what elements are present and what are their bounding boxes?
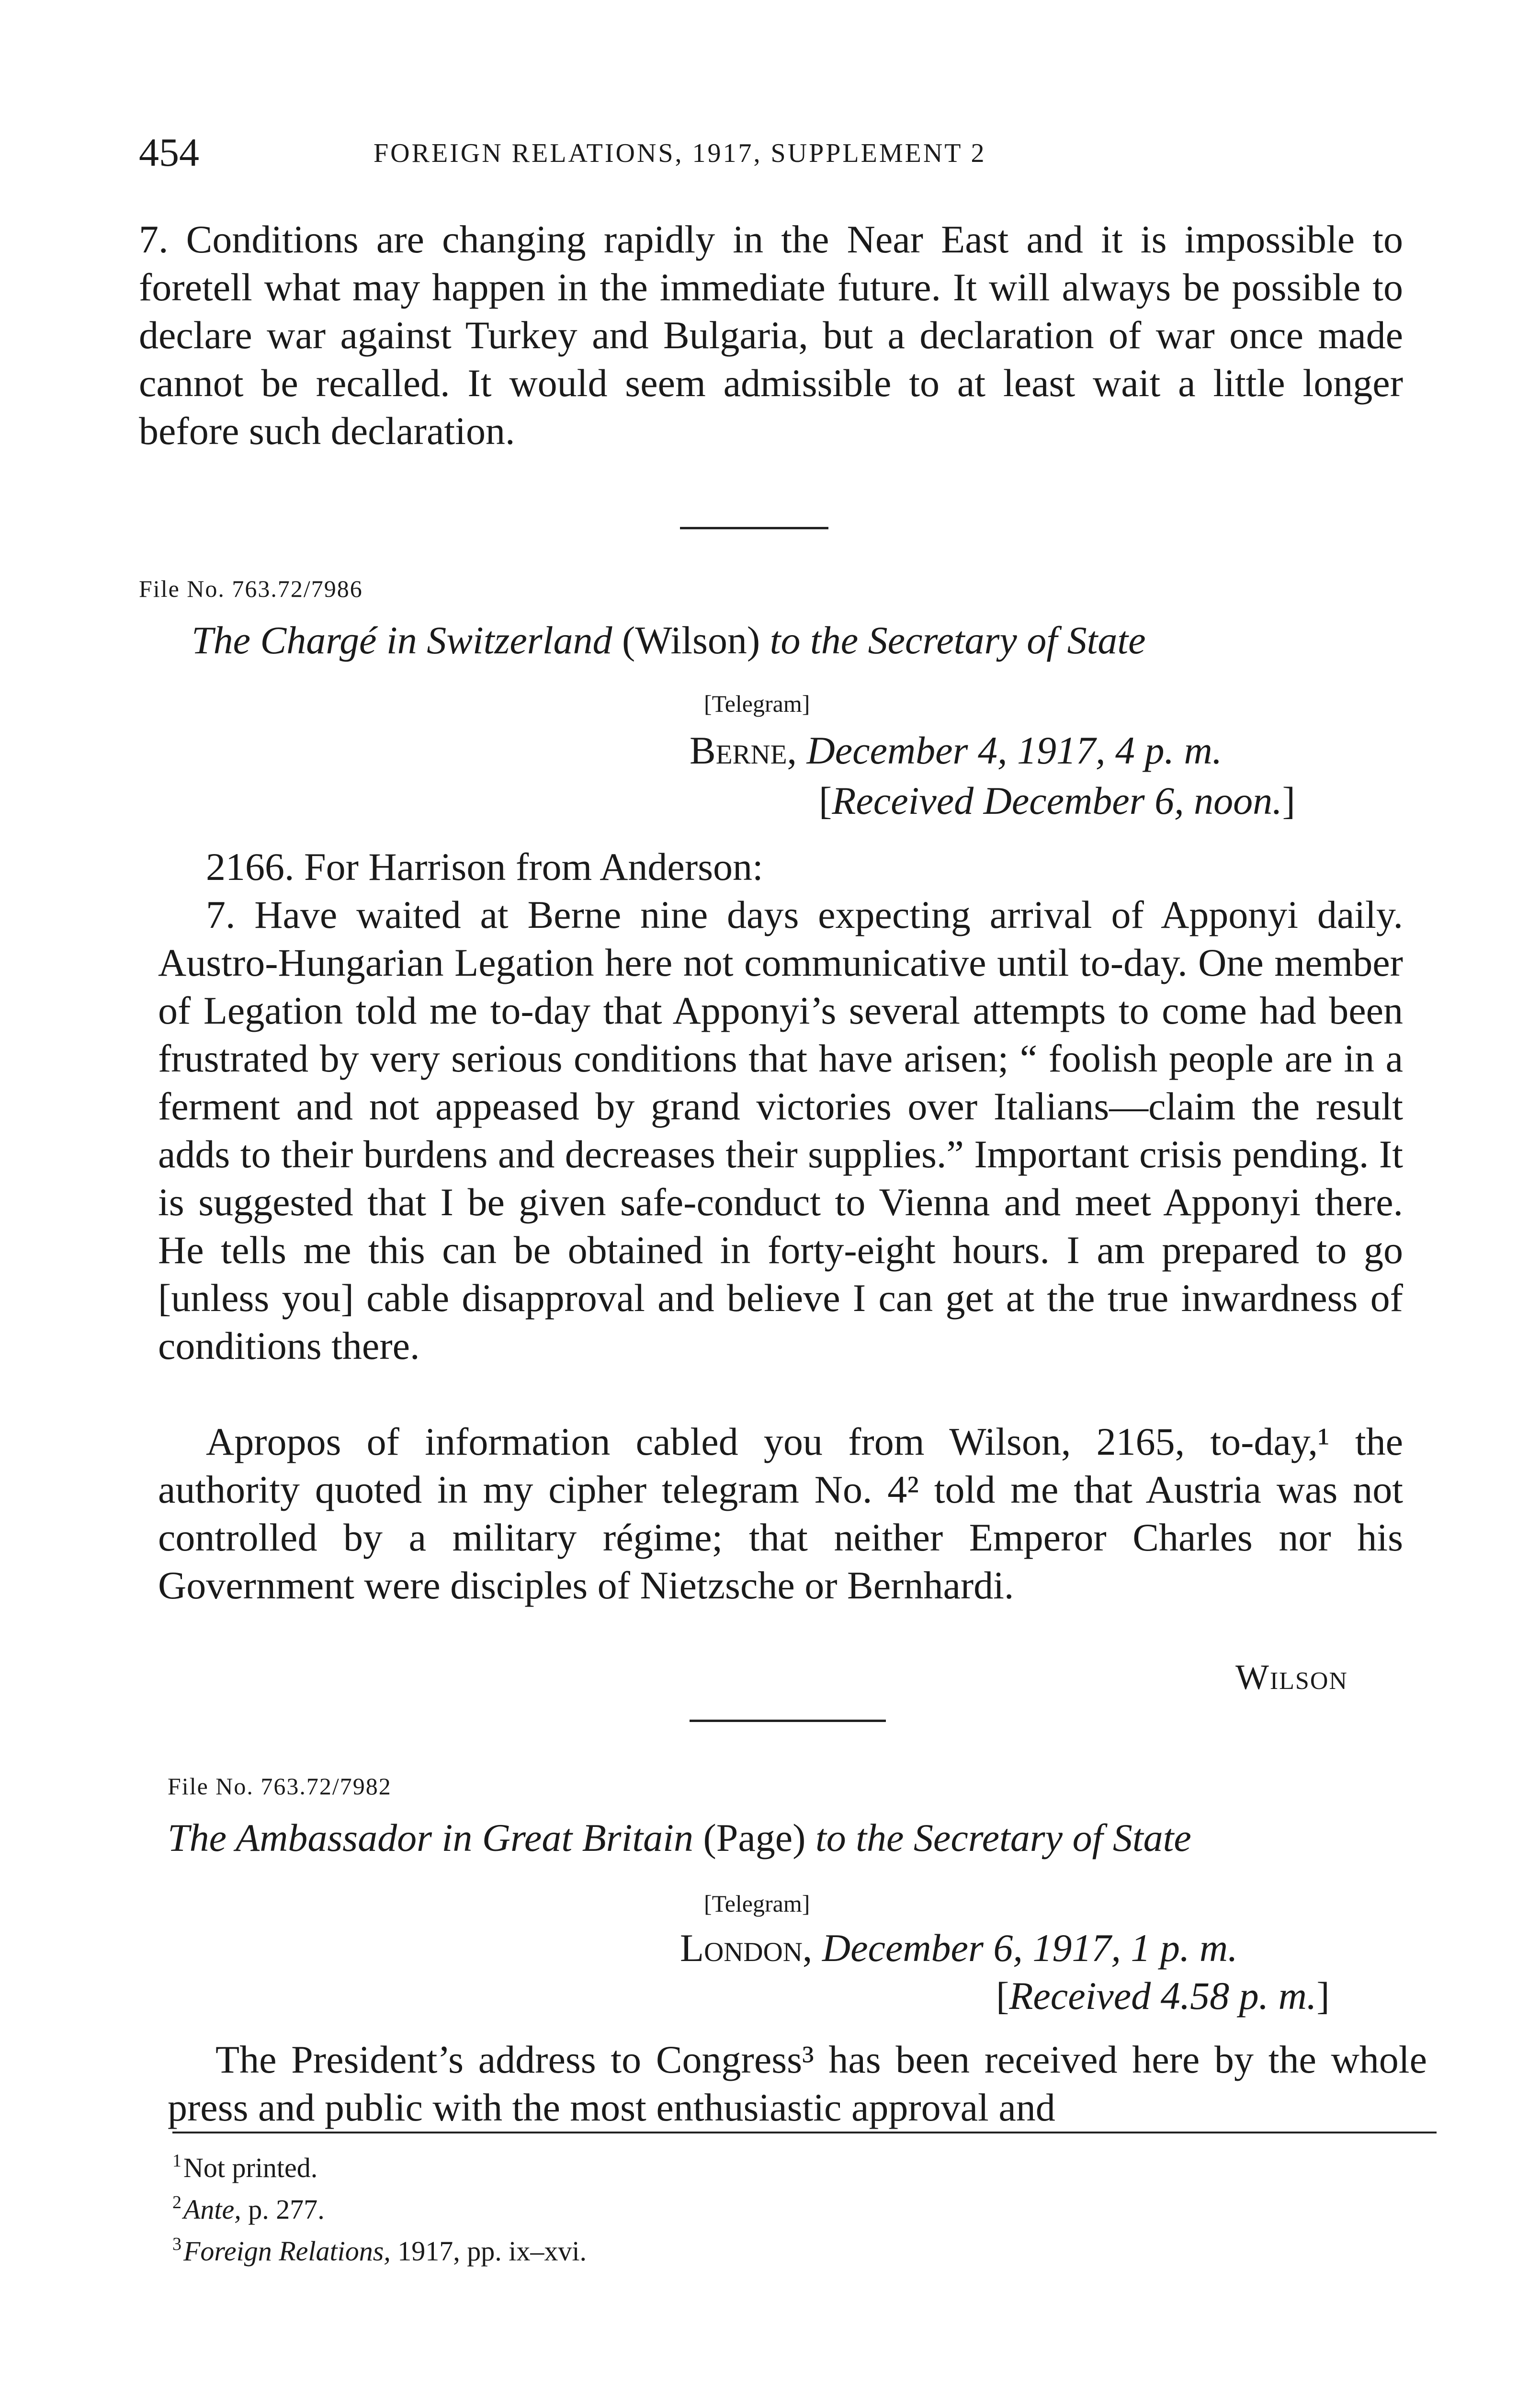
file-number: File No. 763.72/7986 [139,575,363,602]
dateline: London, December 6, 1917, 1 p. m. [680,1926,1238,1970]
page-header [139,129,1432,182]
section-divider [680,527,828,529]
page-number: 454 [139,130,199,175]
received-note: [Received December 6, noon.] [819,779,1295,822]
telegram-paragraph: Apropos of information cabled you from Wilson, 2165, to-day,¹ the authority quoted in my cipher telegram No. 4² told me that Austria was not controlled by a military régime; that neither Emperor Charles nor his Government were disciples of Nietzsche or Bernhardi. [158,1420,1403,1607]
received-note: [Received 4.58 p. m.] [996,1974,1330,2018]
dateline: Berne, December 4, 1917, 4 p. m. [690,729,1223,772]
running-head: FOREIGN RELATIONS, 1917, SUPPLEMENT 2 [374,138,986,168]
telegram-paragraph: 7. Have waited at Berne nine days expecting arrival of Apponyi daily. Austro-Hungarian Legation here not communicative until to-day. One member of Legation told me to-day that Apponyi’s several attempts to come had been frustrated by very serious conditions that have arisen; “ foolish people are in a ferment and not appeased by grand victories over Italians—claim the result adds to their burdens and decreases their supplies.” Important crisis pending. It is suggested that I be given safe-conduct to Vienna and meet Apponyi there. He tells me this can be obtained in forty-eight hours. I am prepared to go [unless you] cable disapproval and believe I can get at the true inwardness of conditions there. [158,893,1403,1368]
document-type: [Telegram] [704,1890,810,1917]
footnote-divider [172,2132,1437,2133]
section-divider [690,1720,886,1722]
footnote: $^2$Ante, p. 277. [172,2192,325,2225]
document-type: [Telegram] [704,690,810,717]
file-number: File No. 763.72/7982 [168,1773,392,1800]
document-title: The Chargé in Switzerland (Wilson) to the Secretary of State [192,618,1146,662]
document-title: The Ambassador in Great Britain (Page) to the Secretary of State [168,1816,1191,1859]
footnote: $^1$Not printed. [172,2151,318,2183]
telegram-opening: 2166. For Harrison from Anderson: [206,845,763,889]
intro-paragraph: 7. Conditions are changing rapidly in the Near East and it is impossible to foretell what may happen in the immediate future. It will always be possible to declare war against Turkey and Bulgaria, but a declaration of war once made cannot be recalled. It would seem admissible to at least wait a little longer before such declaration. [139,217,1403,453]
telegram-paragraph: The President’s address to Congress³ has been received here by the whole press and public with the most enthusiastic approval and [168,2038,1427,2129]
footnotes [172,2144,1034,2269]
signature: Wilson [1235,1658,1348,1697]
footnote: $^3$Foreign Relations, 1917, pp. ix–xvi. [172,2234,587,2267]
